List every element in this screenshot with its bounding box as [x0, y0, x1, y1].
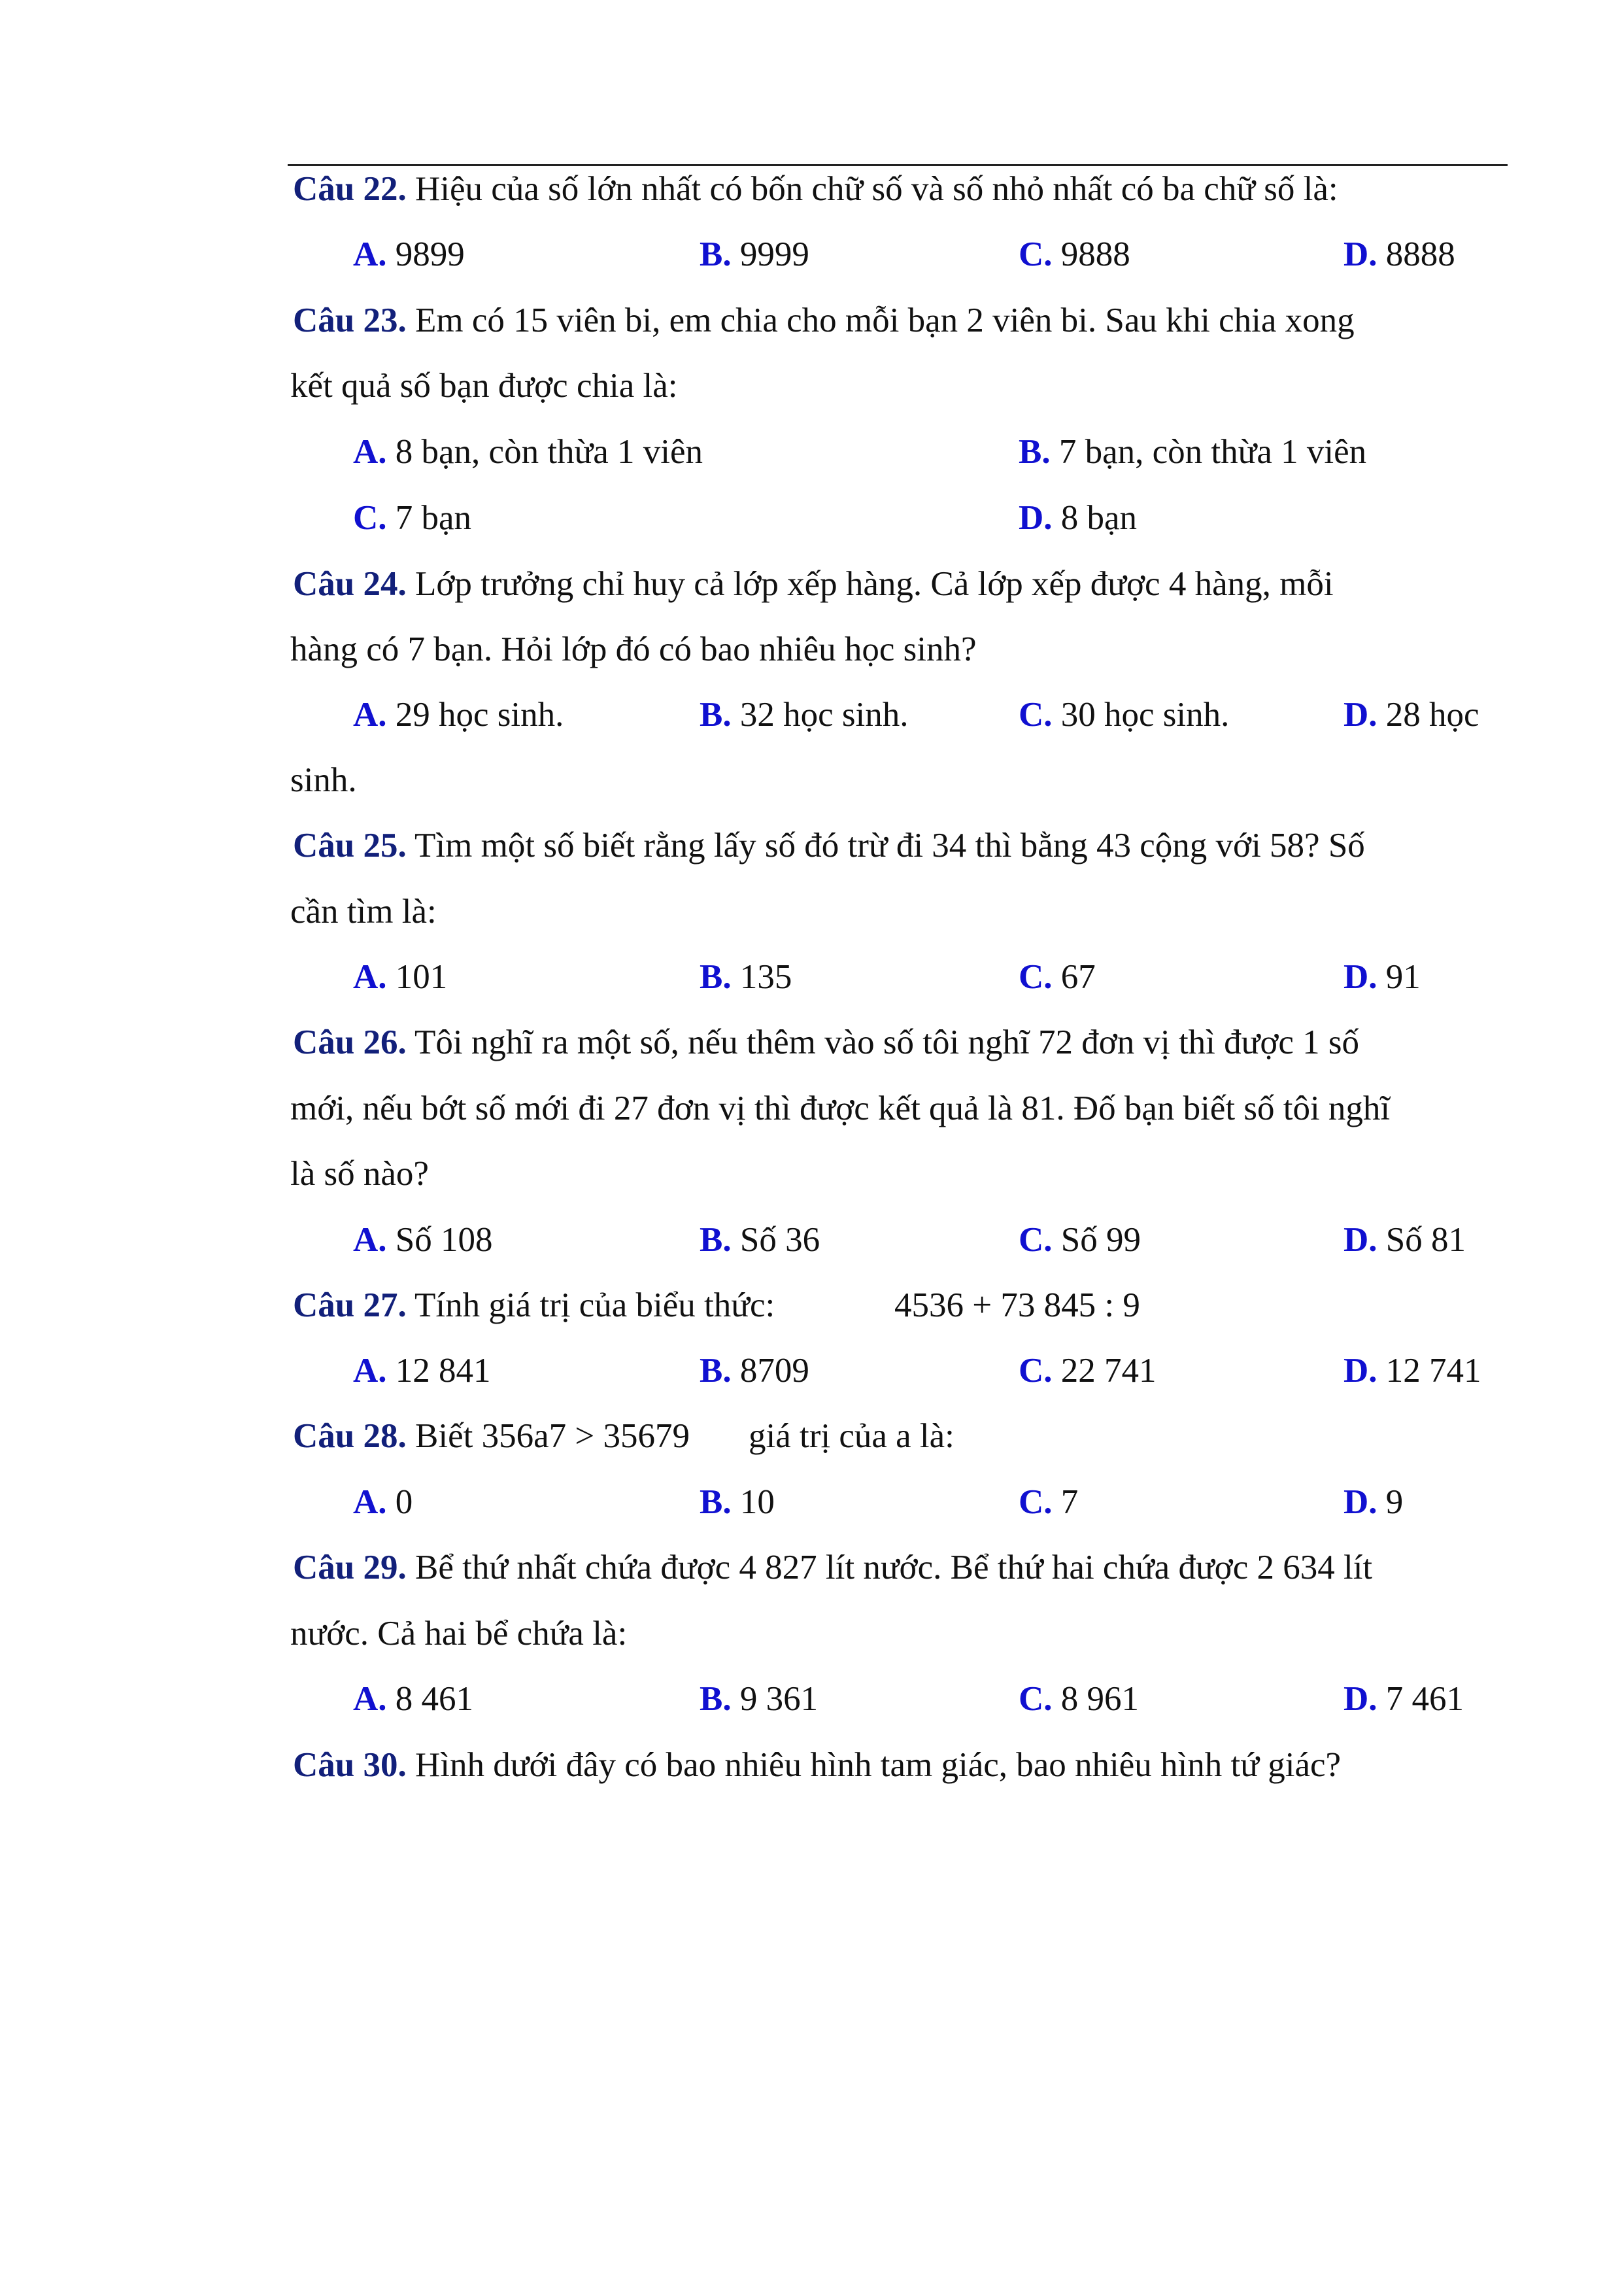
option-letter: A.	[353, 1221, 387, 1259]
q22-option-b	[700, 233, 809, 276]
question-23-stem	[293, 299, 1515, 342]
option-text: 8888	[1377, 235, 1455, 273]
q23-option-b	[1019, 430, 1366, 473]
question-28-stem	[293, 1414, 1515, 1458]
q25-option-a	[353, 955, 447, 999]
option-text: Số 81	[1377, 1221, 1466, 1259]
option-letter: C.	[1019, 1352, 1053, 1390]
option-text: Số 99	[1052, 1221, 1141, 1259]
question-30-number: Câu 30.	[293, 1746, 407, 1784]
q23-option-c	[353, 496, 471, 540]
option-letter: B.	[700, 696, 732, 734]
option-letter: B.	[1019, 433, 1051, 471]
option-text: Số 36	[731, 1221, 820, 1259]
option-letter: C.	[1019, 235, 1053, 273]
question-28-text: Biết 356a7 > 35679	[406, 1417, 690, 1455]
question-29-continuation: nước. Cả hai bể chứa là:	[290, 1615, 628, 1653]
question-26-text: Tôi nghĩ ra một số, nếu thêm vào số tôi nghĩ 72 đơn vị thì được 1 số	[406, 1023, 1360, 1061]
question-22-stem	[293, 167, 1515, 211]
question-30-text: Hình dưới đây có bao nhiêu hình tam giác, bao nhiêu hình tứ giác?	[406, 1746, 1342, 1784]
q27-option-b	[700, 1349, 809, 1392]
q26-option-d	[1343, 1218, 1466, 1261]
option-text: 30 học sinh.	[1052, 696, 1230, 734]
q26-option-c	[1019, 1218, 1141, 1261]
q25-option-d	[1343, 955, 1421, 999]
question-26-number: Câu 26.	[293, 1023, 407, 1061]
option-text: 12 841	[386, 1352, 491, 1390]
option-letter: A.	[353, 433, 387, 471]
q26-option-b	[700, 1218, 820, 1261]
option-text: 9888	[1052, 235, 1130, 273]
q25-option-c	[1019, 955, 1096, 999]
option-text: 29 học sinh.	[386, 696, 564, 734]
question-25-text: Tìm một số biết rằng lấy số đó trừ đi 34 thì bằng 43 cộng với 58? Số	[406, 827, 1365, 865]
q24-option-b	[700, 693, 908, 736]
q29-option-d	[1343, 1677, 1464, 1721]
option-text: 7	[1052, 1483, 1079, 1521]
q24-option-c	[1019, 693, 1229, 736]
question-29-text: Bể thứ nhất chứa được 4 827 lít nước. Bể thứ hai chứa được 2 634 lít	[406, 1549, 1373, 1586]
question-26-continuation-2: là số nào?	[290, 1155, 429, 1193]
option-letter: B.	[700, 1680, 732, 1718]
option-text: 67	[1052, 958, 1096, 996]
option-letter: D.	[1343, 958, 1377, 996]
option-text: 28 học	[1377, 696, 1479, 734]
question-28-number: Câu 28.	[293, 1417, 407, 1455]
option-text: 101	[386, 958, 448, 996]
option-text: 7 461	[1377, 1680, 1464, 1718]
option-text: 8709	[731, 1352, 809, 1390]
option-text: 8 461	[386, 1680, 474, 1718]
q23-option-d	[1019, 496, 1137, 540]
option-letter: B.	[700, 958, 732, 996]
option-letter: B.	[700, 235, 732, 273]
option-text: 9	[1377, 1483, 1404, 1521]
q29-option-c	[1019, 1677, 1139, 1721]
option-letter: C.	[1019, 1483, 1053, 1521]
option-letter: D.	[1343, 1352, 1377, 1390]
option-text: 8 961	[1052, 1680, 1140, 1718]
question-28-text-tail: giá trị của a là:	[749, 1417, 955, 1455]
option-letter: D.	[1343, 235, 1377, 273]
q27-option-c	[1019, 1349, 1157, 1392]
question-26-stem	[293, 1021, 1515, 1064]
question-22-number: Câu 22.	[293, 170, 407, 208]
question-30-stem	[293, 1743, 1515, 1787]
question-23-number: Câu 23.	[293, 301, 407, 339]
option-letter: B.	[700, 1483, 732, 1521]
option-text: 7 bạn	[386, 499, 472, 537]
option-text: 8 bạn	[1052, 499, 1138, 537]
question-27-text: Tính giá trị của biểu thức:	[406, 1286, 775, 1324]
q22-option-d	[1343, 233, 1455, 276]
option-letter: B.	[700, 1352, 732, 1390]
option-letter: A.	[353, 696, 387, 734]
option-letter: C.	[1019, 1221, 1053, 1259]
q28-option-b	[700, 1481, 775, 1524]
option-text: 9899	[386, 235, 465, 273]
option-letter: A.	[353, 958, 387, 996]
question-27-expression: 4536 + 73 845 : 9	[894, 1286, 1140, 1324]
question-25-stem	[293, 824, 1515, 867]
option-letter: B.	[700, 1221, 732, 1259]
question-24-number: Câu 24.	[293, 565, 407, 603]
q28-option-d	[1343, 1481, 1403, 1524]
question-25-continuation: cần tìm là:	[290, 893, 437, 931]
q27-option-d	[1343, 1349, 1481, 1392]
option-text: 10	[731, 1483, 775, 1521]
question-24-option-wrap: sinh.	[290, 761, 357, 799]
option-letter: D.	[1343, 696, 1377, 734]
option-letter: D.	[1343, 1483, 1377, 1521]
question-29-number: Câu 29.	[293, 1549, 407, 1586]
option-letter: A.	[353, 1352, 387, 1390]
q24-option-d	[1343, 693, 1479, 736]
option-letter: C.	[1019, 958, 1053, 996]
option-letter: D.	[1343, 1221, 1377, 1259]
question-24-stem	[293, 562, 1515, 606]
option-letter: A.	[353, 235, 387, 273]
question-25-number: Câu 25.	[293, 827, 407, 865]
question-22-text: Hiệu của số lớn nhất có bốn chữ số và số nhỏ nhất có ba chữ số là:	[406, 170, 1338, 208]
option-letter: C.	[1019, 1680, 1053, 1718]
question-26-continuation-1: mới, nếu bớt số mới đi 27 đơn vị thì được kết quả là 81. Đố bạn biết số tôi nghĩ	[290, 1089, 1391, 1127]
option-letter: C.	[1019, 696, 1053, 734]
option-text: 91	[1377, 958, 1421, 996]
question-29-stem	[293, 1546, 1515, 1589]
option-text: 22 741	[1052, 1352, 1157, 1390]
q23-option-a	[353, 430, 703, 473]
q29-option-b	[700, 1677, 818, 1721]
q28-option-a	[353, 1481, 413, 1524]
option-letter: A.	[353, 1680, 387, 1718]
option-text: 9999	[731, 235, 809, 273]
q24-option-a	[353, 693, 564, 736]
q22-option-c	[1019, 233, 1130, 276]
question-23-continuation: kết quả số bạn được chia là:	[290, 367, 678, 405]
q27-option-a	[353, 1349, 491, 1392]
option-text: 7 bạn, còn thừa 1 viên	[1050, 433, 1367, 471]
q28-option-c	[1019, 1481, 1078, 1524]
q22-option-a	[353, 233, 465, 276]
q29-option-a	[353, 1677, 473, 1721]
option-letter: A.	[353, 1483, 387, 1521]
option-text: 8 bạn, còn thừa 1 viên	[386, 433, 703, 471]
option-text: Số 108	[386, 1221, 493, 1259]
option-text: 135	[731, 958, 792, 996]
question-24-continuation: hàng có 7 bạn. Hỏi lớp đó có bao nhiêu học sinh?	[290, 630, 977, 668]
option-text: 12 741	[1377, 1352, 1481, 1390]
option-letter: C.	[353, 499, 387, 537]
option-text: 9 361	[731, 1680, 819, 1718]
q25-option-b	[700, 955, 792, 999]
option-letter: D.	[1343, 1680, 1377, 1718]
question-24-text: Lớp trưởng chỉ huy cả lớp xếp hàng. Cả lớp xếp được 4 hàng, mỗi	[406, 565, 1334, 603]
option-text: 0	[386, 1483, 413, 1521]
q26-option-a	[353, 1218, 493, 1261]
option-text: 32 học sinh.	[731, 696, 909, 734]
question-23-text: Em có 15 viên bi, em chia cho mỗi bạn 2 viên bi. Sau khi chia xong	[406, 301, 1355, 339]
option-letter: D.	[1019, 499, 1053, 537]
question-27-number: Câu 27.	[293, 1286, 407, 1324]
header-rule	[288, 164, 1508, 166]
